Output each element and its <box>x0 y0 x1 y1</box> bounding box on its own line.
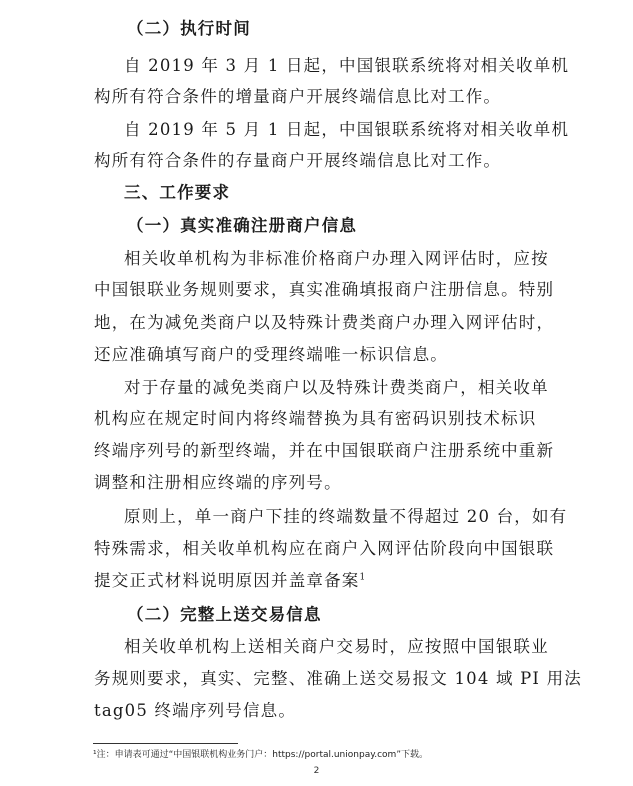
paragraph-line: 中国银联业务规则要求，真实准确填报商户注册信息。特别 <box>94 280 555 299</box>
paragraph-line: tag05 终端序列号信息。 <box>94 701 297 720</box>
paragraph-text: 提交正式材料说明原因并盖章备案 <box>94 571 360 590</box>
paragraph-line: 相关收单机构为非标准价格商户办理入网评估时，应按 <box>124 249 549 268</box>
paragraph-line: 机构应在规定时间内将终端替换为具有密码识别技术标识 <box>94 409 537 428</box>
footnote-divider <box>93 743 238 744</box>
paragraph-line: 务规则要求，真实、完整、准确上送交易报文 104 域 PI 用法 <box>94 669 582 688</box>
paragraph-line: 终端序列号的新型终端，并在中国银联商户注册系统中重新 <box>94 441 555 460</box>
footnote-reference[interactable]: 1 <box>359 572 367 583</box>
paragraph-line: 对于存量的减免类商户以及特殊计费类商户，相关收单 <box>124 378 549 397</box>
paragraph-line: 原则上，单一商户下挂的终端数量不得超过 20 台，如有 <box>124 507 568 526</box>
heading-upload-transaction-info: （二）完整上送交易信息 <box>127 605 322 624</box>
paragraph-line: 自 2019 年 3 月 1 日起，中国银联系统将对相关收单机 <box>124 56 570 75</box>
paragraph-line: 还应准确填写商户的受理终端唯一标识信息。 <box>94 345 448 364</box>
footnote: ¹注：申请表可通过“中国银联机构业务门户：https://portal.unionpay.com”下载。 <box>93 750 428 760</box>
paragraph-line: 调整和注册相应终端的序列号。 <box>94 473 342 492</box>
paragraph-line: 特殊需求，相关收单机构应在商户入网评估阶段向中国银联 <box>94 539 555 558</box>
page-number: 2 <box>313 766 320 776</box>
paragraph-line: 自 2019 年 5 月 1 日起，中国银联系统将对相关收单机 <box>124 120 570 139</box>
paragraph-line: 地，在为减免类商户以及特殊计费类商户办理入网评估时， <box>94 313 555 332</box>
paragraph-line: 构所有符合条件的存量商户开展终端信息比对工作。 <box>94 151 502 170</box>
paragraph-line <box>94 570 366 592</box>
paragraph-line: 构所有符合条件的增量商户开展终端信息比对工作。 <box>94 87 502 106</box>
heading-execution-time: （二）执行时间 <box>127 19 251 38</box>
paragraph-line: 相关收单机构上送相关商户交易时，应按照中国银联业 <box>124 637 549 656</box>
heading-work-requirements: 三、工作要求 <box>124 183 231 202</box>
heading-register-merchant-info: （一）真实准确注册商户信息 <box>127 216 358 235</box>
